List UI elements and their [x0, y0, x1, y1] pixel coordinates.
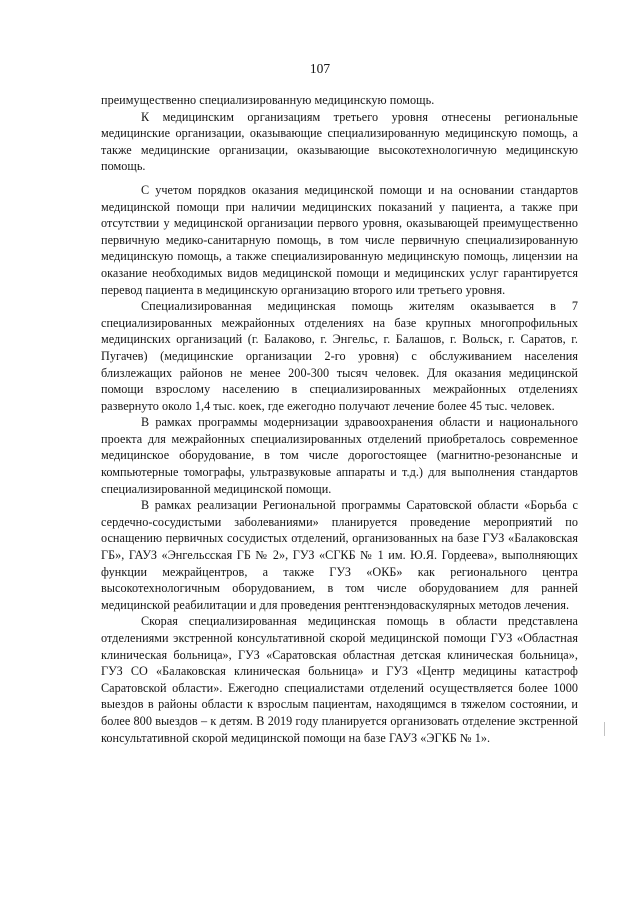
document-body: [101, 92, 578, 746]
paragraph-cardiovascular-program: В рамках реализации Региональной программы Саратовской области «Борьба с сердечно-сосудистыми заболеваниями» планируется проведение мероприятий по оснащению первичных сосудистых отделений, организованных на базе ГУЗ «Балаковская ГБ», ГАУЗ «Энгельсская ГБ № 2», ГУЗ «СГКБ № 1 им. Ю.Я. Гордеева», выполняющих функции межрайцентров, а также ГУЗ «ОКБ» как регионального центра высокотехнологичным оборудованием, в том числе оборудованием для ранней медицинской реабилитации и для проведения рентгенэндоваскулярных методов лечения.: [101, 498, 578, 612]
paragraph-interdistrict-departments: Специализированная медицинская помощь жителям оказывается в 7 специализированных межрайонных отделениях на базе крупных многопрофильных медицинских организаций (г. Балаково, г. Энгельс, г. Балашов, г. Вольск, г. Саратов, г. Пугачев) (медицинские организации 2-го уровня) с обслуживанием населения близлежащих районов не менее 200-300 тысяч человек. Для оказания медицинской помощи взрослому населению в специализированных межрайонных отделениях развернуто около 1,4 тыс. коек, где ежегодно получают лечение более 45 тыс. человек.: [101, 299, 578, 413]
page-number: 107: [309, 61, 331, 76]
paragraph-emergency-care: Скорая специализированная медицинская помощь в области представлена отделениями экстренной консультативной скорой медицинской помощи ГУЗ «Областная клиническая больница», ГУЗ «Саратовская областная детская клиническая больница», ГУЗ СО «Балаковская клиническая больница» и ГУЗ «Центр медицины катастроф Саратовской области». Ежегодно специалистами отделений осуществляется более 1000 выездов в районы области к взрослым пациентам, находящимся в тяжелом состоянии, и более 800 выездов – к детям. В 2019 году планируется организовать отделение экстренной консультативной скорой медицинской помощи на базе ГАУЗ «ЭГКБ № 1».: [101, 614, 578, 745]
paragraph-third-level-organizations: К медицинским организациям третьего уровня отнесены региональные медицинские организации, оказывающие специализированную медицинскую помощь, а также медицинские организации, оказывающие высокотехнологичную медицинскую помощь.: [101, 109, 578, 174]
paragraph-modernization-program: В рамках программы модернизации здравоохранения области и национального проекта для межрайонных специализированных отделений приобреталось современное медицинское оборудование, в том числе дорогостоящее (магнитно-резонансные и компьютерные томографы, ультразвуковые аппараты и т.д.) для выполнения стандартов специализированной медицинской помощи.: [101, 415, 578, 496]
paragraph-patient-transfer: С учетом порядков оказания медицинской помощи и на основании стандартов медицинской помощи при наличии медицинских показаний у пациента, а также при отсутствии у медицинской организации первого уровня, оказывающей преимущественно первичную медико-санитарную помощь, в том числе первичную специализированную медицинскую помощь, а также специализированную медицинскую помощь, лицензии на оказание необходимых видов медицинской помощи и медицинских услуг гарантируется перевод пациента в медицинскую организацию второго или третьего уровня.: [101, 182, 578, 297]
paragraph-continuation: преимущественно специализированную медицинскую помощь.: [101, 93, 435, 107]
scan-artifact: [604, 722, 605, 736]
